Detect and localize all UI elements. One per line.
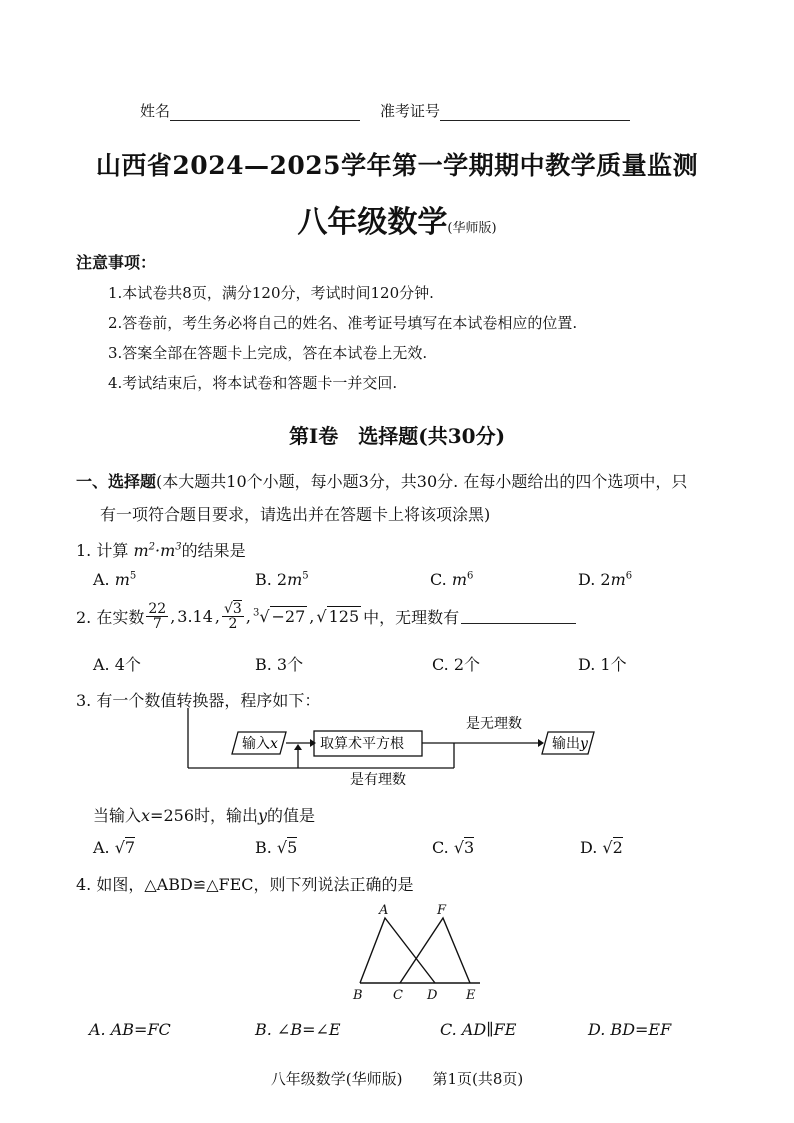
notice-item-4: 4.考试结束后，将本试卷和答题卡一并交回. [108,374,398,392]
question-1-stem [76,538,246,561]
part1-desc-2: 有一项符合题目要求，请选出并在答题卡上将该项涂黑) [100,505,491,524]
name-line [170,104,360,121]
q2-cube-root: $^3$√ −27 [252,607,306,626]
page-footer: 八年级数学(华师版) 第1页(共8页) [270,1070,524,1088]
sqrt-box-text: 取算术平方根 [320,736,404,752]
notice-item-2: 2.答卷前，考生务必将自己的姓名、准考证号填写在本试卷相应的位置. [108,314,578,332]
name-label: 姓名 [140,102,171,120]
part1-desc-1: (本大题共10个小题，每小题3分，共30分. 在每小题给出的四个选项中，只 [156,472,688,491]
question-2-stem: 2. 在实数 $\frac{22}{7}$ , 3.14 , $\frac{√3}{2}$ , $^3$√ −27 , √ 125 中，无理数有 [76,602,576,631]
label-d: D [427,988,438,1003]
q2-sqrt125: √ 125 [316,607,360,626]
edition-label: (华师版) [447,221,497,236]
q1-option-c: C. $m^6$ [430,570,474,589]
q2-blank [461,609,576,624]
label-f: F [437,903,447,918]
label-e: E [466,988,476,1003]
question-3-stem: 3. 有一个数值转换器，程序如下： [76,691,321,710]
q2-option-a: A. 4个 [93,655,141,674]
question-4-stem: 4. 如图，△ABD≌△FEC，则下列说法正确的是 [76,875,414,894]
q4-triangle-figure [345,900,495,1005]
q3-flowchart [180,708,600,788]
q2-prefix: 2. 在实数 [76,608,145,627]
part1-intro [76,469,687,492]
q3-option-a: A. √7 [93,838,136,857]
q3-option-d: D. √2 [580,838,623,857]
exam-number-line [440,104,630,121]
output-box-text: 输出y [552,736,588,752]
q1-suffix: 的结果是 [181,541,246,560]
notice-item-1: 1.本试卷共8页，满分120分，考试时间120分钟. [108,284,434,302]
exam-title: 山西省2024—2025学年第一学期期中教学质量监测 [95,151,699,180]
name-field [140,100,360,121]
q2-suffix: 中，无理数有 [363,608,460,627]
q1-option-a: A. $m^5$ [93,570,137,589]
q4-option-b: B. ∠B=∠E [255,1020,341,1039]
q4-option-d: D. BD=EF [588,1020,672,1039]
exam-number-field [380,100,630,121]
label-c: C [393,988,403,1003]
exam-number-label: 准考证号 [380,102,441,120]
exam-subtitle [0,197,794,241]
q3-question: 当输入x=256时，输出y的值是 [93,806,316,825]
input-box-text: 输入x [242,736,278,752]
label-rational: 是有理数 [350,772,406,788]
label-b: B [353,988,363,1003]
q1-option-d: D. $2m^6$ [578,570,633,589]
q1-prefix: 1. 计算 [76,541,129,560]
q3-option-b: B. √5 [255,838,298,857]
q2-option-c: C. 2个 [432,655,481,674]
label-irrational: 是无理数 [466,716,522,732]
q3-option-c: C. √3 [432,838,475,857]
q2-decimal: 3.14 [177,607,213,626]
section-title: 第Ⅰ卷 选择题(共30分) [288,424,506,448]
part1-heading: 一、选择题 [76,472,157,491]
q2-option-d: D. 1个 [578,655,627,674]
notice-heading: 注意事项： [76,253,157,272]
q2-fraction: $\frac{22}{7}$ [148,601,167,632]
notice-item-3: 3.答案全部在答题卡上完成，答在本试卷上无效. [108,344,428,362]
q4-option-c: C. AD∥FE [440,1020,517,1039]
q2-option-b: B. 3个 [255,655,304,674]
q1-option-b: B. $2m^5$ [255,570,309,589]
label-a: A [379,903,389,918]
q2-sqrt-fraction: $\frac{√3}{2}$ [224,601,242,632]
q4-option-a: A. AB=FC [89,1020,171,1039]
q1-expression: $m^2\cdot m^3$ [133,541,182,560]
subject-title: 八年级数学 [297,205,448,240]
